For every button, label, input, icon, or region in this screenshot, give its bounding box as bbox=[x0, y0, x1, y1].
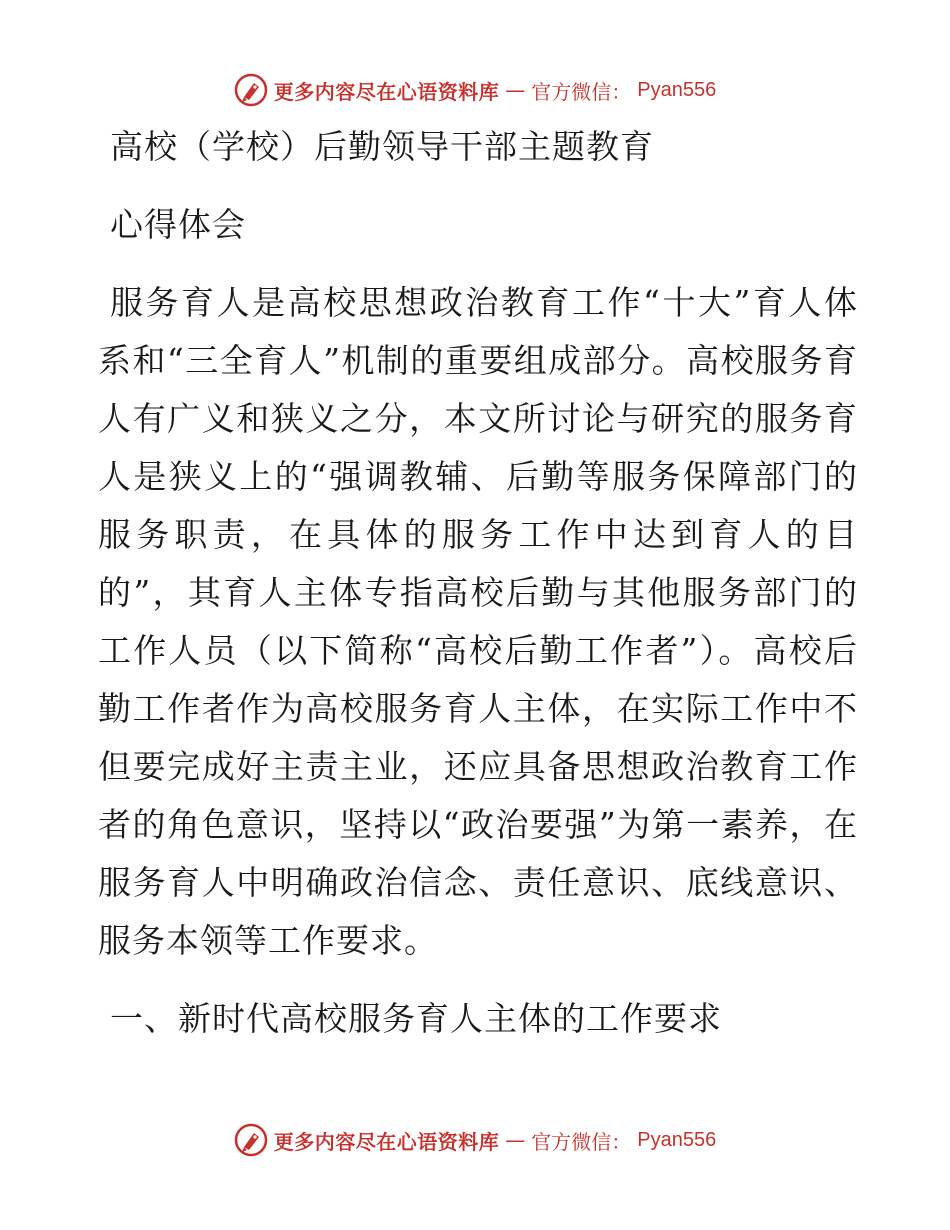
watermark-banner-top bbox=[0, 70, 950, 110]
watermark-text: 更多内容尽在心语资料库 bbox=[273, 1129, 500, 1154]
watermark-wechat-id: Pyan556 bbox=[637, 78, 717, 101]
watermark-wechat-label: 官方微信： bbox=[531, 1129, 632, 1154]
document-title-line-1: 高校（学校）后勤领导干部主题教育 bbox=[110, 127, 654, 166]
section-heading: 一、新时代高校服务育人主体的工作要求 bbox=[110, 999, 722, 1038]
watermark-banner-bottom bbox=[0, 1120, 950, 1160]
watermark-dash: — bbox=[505, 1128, 526, 1152]
body-paragraph: 服务育人是高校思想政治教育工作“十大”育人体系和“三全育人”机制的重要组成部分。高校服务育人有广义和狭义之分，本文所讨论与研究的服务育人是狭义上的“强调教辅、后勤等服务保障部门的服务职责，在具体的服务工作中达到育人的目的”，其育人主体专指高校后勤与其他服务部门的工作人员（以下简称“高校后勤工作者”）。高校后勤工作者作为高校服务育人主体，在实际工作中不但要完成好主责主业，还应具备思想政治教育工作者的角色意识，坚持以“政治要强”为第一素养，在服务育人中明确政治信念、责任意识、底线意识、服务本领等工作要求。 bbox=[98, 283, 858, 960]
document-body bbox=[98, 118, 858, 1048]
watermark-dash: — bbox=[505, 78, 526, 102]
watermark-text: 更多内容尽在心语资料库 bbox=[273, 79, 500, 104]
watermark-wechat-label: 官方微信： bbox=[531, 79, 632, 104]
pen-nib-logo-icon bbox=[234, 1123, 268, 1157]
document-title-line-2: 心得体会 bbox=[110, 205, 246, 244]
pen-nib-logo-icon bbox=[234, 73, 268, 107]
watermark-wechat-id: Pyan556 bbox=[637, 1128, 717, 1151]
